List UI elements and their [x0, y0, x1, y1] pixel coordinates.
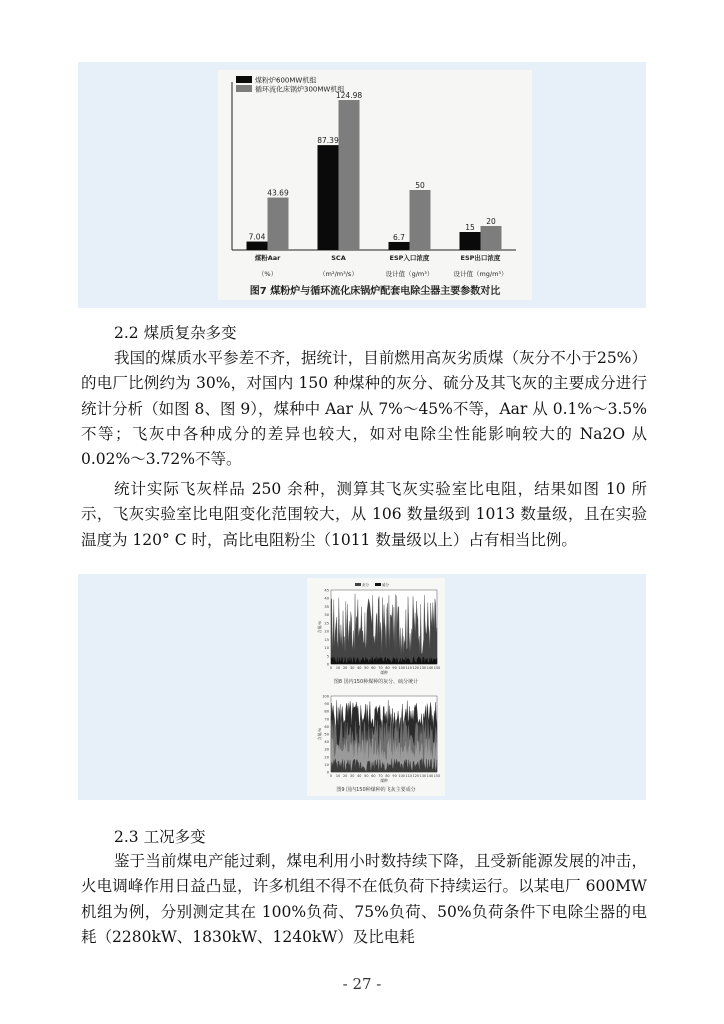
figure-8-caption: 图8 国内150种煤种的灰分、硫分统计	[333, 679, 419, 685]
figure-9-x-tick: 100	[398, 774, 405, 778]
figure-9-x-tick: 0	[329, 774, 333, 778]
data-label: 6.7	[393, 232, 405, 242]
legend-swatch	[236, 85, 252, 92]
figure-8-y-tick: 10	[324, 646, 329, 651]
data-label: 20	[486, 217, 496, 226]
figure-8-legend-label: 硫分	[382, 583, 389, 587]
figure-8-x-tick: 110	[405, 666, 412, 670]
data-label: 87.39	[317, 136, 339, 146]
figure-8-y-tick: 40	[324, 596, 329, 601]
category-unit: （%）	[257, 270, 278, 278]
figure-8-x-tick: 120	[412, 666, 420, 670]
figure-8-x-tick: 150	[433, 666, 441, 670]
page-number: - 27 -	[342, 975, 382, 993]
figure-8-x-tick: 90	[392, 666, 397, 670]
figure-9-y-tick: 30	[324, 747, 329, 752]
figure-9-y-tick: 10	[324, 762, 329, 767]
legend-label: 煤粉炉600MW机组	[255, 76, 317, 85]
category-unit: （m²/m³/s）	[319, 270, 358, 278]
figure-9-x-tick: 50	[364, 774, 369, 778]
figure-8-x-tick: 30	[350, 666, 355, 670]
bar	[389, 242, 410, 250]
figure-8-y-tick: 30	[324, 613, 329, 618]
figure-9-y-tick: 50	[324, 732, 329, 737]
figure-7-caption: 图7 煤粉炉与循环流化床锅炉配套电除尘器主要参数对比	[249, 286, 501, 297]
figure-8-y-label: 含量/%	[317, 620, 322, 634]
figure-9-x-tick: 150	[433, 774, 441, 778]
figure-9-x-tick: 140	[426, 774, 434, 778]
figure-9-y-tick: 60	[324, 724, 329, 729]
figure-9-x-tick: 130	[419, 774, 427, 778]
figure-8-x-tick: 50	[364, 666, 369, 670]
figure-9-y-tick: 100	[322, 694, 329, 699]
category-label: ESP入口浓度	[389, 254, 430, 262]
figure-9-y-tick: 90	[324, 702, 329, 707]
figure-8-x-tick: 60	[371, 666, 376, 670]
data-label: 15	[465, 223, 475, 232]
bar	[460, 232, 481, 250]
figure-9-x-tick: 30	[350, 774, 355, 778]
figure-9-y-tick: 40	[324, 740, 329, 745]
figure-8-9-panel	[78, 574, 646, 800]
section-2-3-heading: 2.3 工况多变	[114, 828, 206, 846]
figure-9-x-tick: 80	[385, 774, 390, 778]
figure-9-y-tick: 70	[324, 717, 329, 722]
category-unit: 设计值（g/m³）	[385, 270, 434, 278]
figure-8-x-tick: 80	[385, 666, 390, 670]
figure-8-y-tick: 20	[324, 629, 329, 634]
figure-8-y-tick: 25	[324, 621, 329, 626]
figure-9-x-tick: 20	[342, 774, 348, 778]
figure-8-y-tick: 15	[324, 637, 329, 642]
section-2-2-paragraph-2: 统计实际飞灰样品 250 余种，测算其飞灰实验室比电阻，结果如图 10 所示，飞灰实验室比电阻变化范围较大，从 106 数量级到 1013 数量级，且在实验温度为 120° C 时，高比电阻粉尘（1011 数量级以上）占有相当比例。	[81, 480, 647, 549]
figure-7-chart	[218, 70, 532, 300]
figure-8-x-label: 煤种	[380, 670, 388, 675]
figure-8-x-tick: 140	[426, 666, 434, 670]
figure-8-y-tick: 0	[326, 662, 329, 667]
bar	[268, 198, 289, 250]
figure-8-y-tick: 35	[324, 604, 329, 609]
figure-9-x-tick: 120	[412, 774, 420, 778]
section-2-2-paragraph-1: 我国的煤质水平参差不齐，据统计，目前燃用高灰劣质煤（灰分不小于25%）的电厂比例约为 30%，对国内 150 种煤种的灰分、硫分及其飞灰的主要成分进行统计分析（如图 8、图 9），煤种中 Aar 从 7%～45%不等，Aar 从 0.1%～3.5%不等；飞灰中各种成分的差异也较大，如对电除尘性能影响较大的 Na2O 从 0.02%～3.72%不等。	[81, 349, 647, 469]
figure-8-legend-swatch	[355, 583, 361, 586]
figure-9-x-tick: 10	[335, 774, 341, 778]
bar	[247, 242, 268, 250]
figure-8-legend-label: 灰分	[362, 583, 369, 587]
data-label: 43.69	[267, 188, 289, 198]
figure-9-x-tick: 70	[378, 774, 383, 778]
figure-9-x-tick: 110	[405, 774, 412, 778]
section-2-2-heading: 2.2 煤质复杂多变	[114, 324, 237, 342]
figure-7	[218, 70, 532, 300]
bar	[318, 145, 339, 250]
figure-8-9-charts	[307, 578, 445, 796]
figure-8-9	[307, 578, 445, 796]
category-label: SCA	[331, 254, 346, 262]
data-label: 7.04	[248, 232, 266, 242]
figure-8-x-tick: 100	[398, 666, 405, 670]
figure-9-y-label: 含量/%	[317, 727, 322, 741]
category-label: ESP出口浓度	[460, 254, 501, 262]
data-label: 50	[415, 181, 425, 190]
figure-8-x-tick: 130	[419, 666, 427, 670]
figure-8-x-tick: 70	[378, 666, 383, 670]
figure-9-x-label: 煤种	[380, 778, 388, 783]
figure-8-x-tick: 0	[329, 666, 333, 670]
figure-9-x-tick: 90	[392, 774, 397, 778]
section-2-3-paragraph-1: 鉴于当前煤电产能过剩，煤电利用小时数持续下降，且受新能源发展的冲击，火电调峰作用日益凸显，许多机组不得不在低负荷下持续运行。以某电厂 600MW 机组为例，分别测定其在 100%负荷、75%负荷、50%负荷条件下电除尘器的电耗（2280kW、1830kW、1240kW）及比电耗	[81, 852, 647, 946]
legend-label: 循环流化床锅炉300MW机组	[255, 85, 345, 94]
bar	[339, 100, 360, 250]
figure-9-x-tick: 60	[371, 774, 376, 778]
figure-7-panel	[78, 62, 646, 308]
figure-9-y-tick: 80	[324, 709, 329, 714]
figure-9-caption: 图9 国内150种煤种的飞灰主要成分	[336, 787, 416, 793]
figure-8-x-tick: 40	[357, 666, 362, 670]
figure-8-x-tick: 20	[342, 666, 348, 670]
figure-9-x-tick: 40	[357, 774, 362, 778]
legend-swatch	[236, 76, 252, 83]
figure-8-x-tick: 10	[335, 666, 341, 670]
figure-9-y-tick: 20	[324, 755, 329, 760]
figure-8-legend-swatch	[375, 583, 381, 586]
data-label: 124.98	[335, 91, 363, 101]
category-label: 煤粉Aar	[254, 254, 281, 262]
bar	[410, 190, 431, 250]
category-unit: 设计值（mg/m³）	[453, 270, 508, 278]
bar	[481, 226, 502, 250]
figure-8-y-tick: 45	[324, 588, 329, 593]
figure-8-y-tick: 5	[326, 654, 329, 659]
figure-9-y-tick: 0	[326, 770, 329, 775]
